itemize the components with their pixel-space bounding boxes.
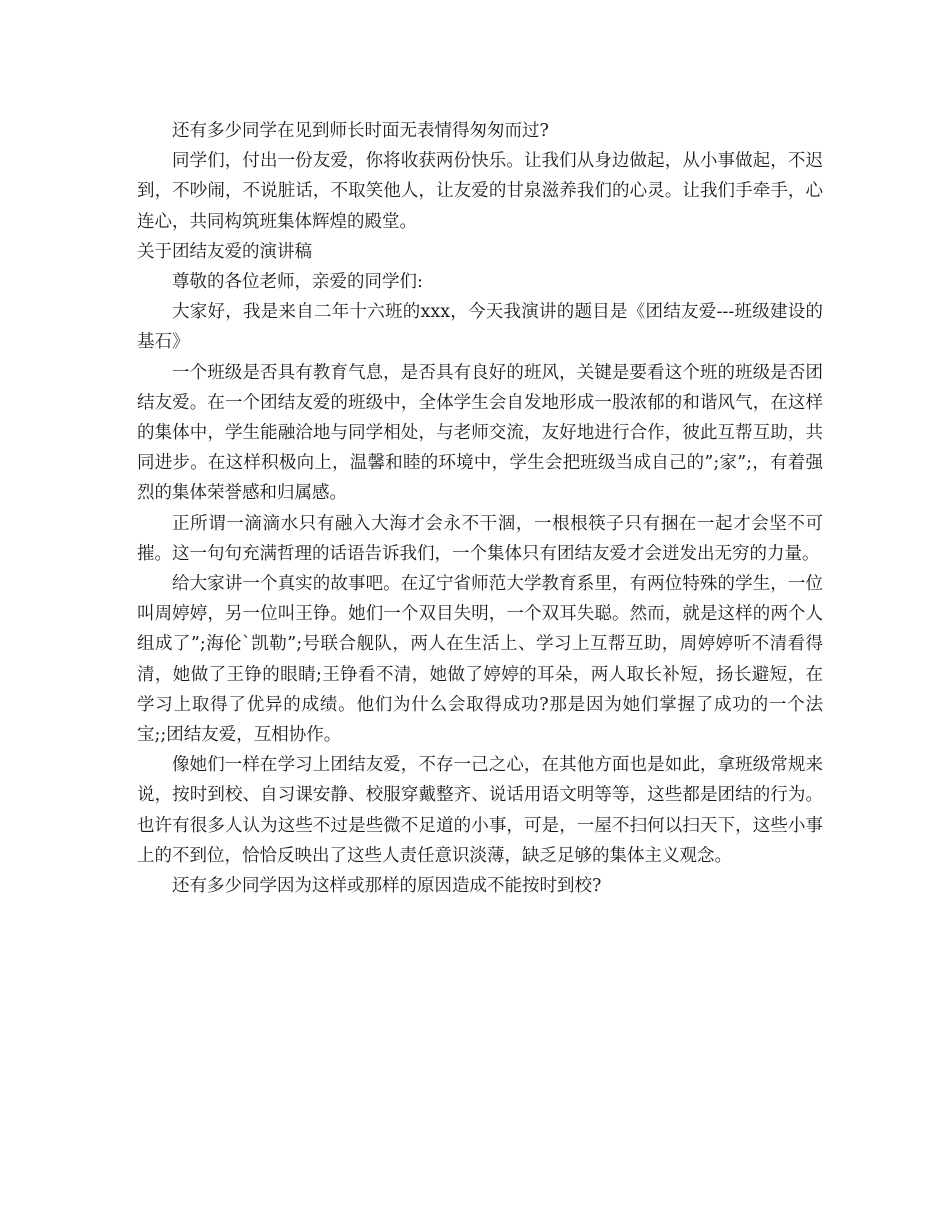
document-page	[137, 116, 823, 901]
paragraph: 还有多少同学在见到师长时面无表情得匆匆而过?	[172, 121, 549, 141]
paragraph: 还有多少同学因为这样或那样的原因造成不能按时到校?	[172, 876, 602, 897]
section-heading: 关于团结友爱的演讲稿	[137, 241, 312, 262]
paragraph: 大家好，我是来自二年十六班的xxx，今天我演讲的题目是《团结友爱---班级建设的基石》	[137, 302, 823, 353]
paragraph: 给大家讲一个真实的故事吧。在辽宁省师范大学教育系里，有两位特殊的学生，一位叫周婷婷，另一位叫王铮。她们一个双目失明，一个双耳失聪。然而，就是这样的两个人组成了”;海伦`凯勒”;号联合舰队，两人在生活上、学习上互帮互助，周婷婷听不清看得清，她做了王铮的眼睛;王铮看不清，她做了婷婷的耳朵，两人取长补短，扬长避短，在学习上取得了优异的成绩。他们为什么会取得成功?那是因为她们掌握了成功的一个法宝;;团结友爱，互相协作。	[137, 574, 823, 746]
paragraph: 像她们一样在学习上团结友爱，不存一己之心，在其他方面也是如此，拿班级常规来说，按时到校、自习课安静、校服穿戴整齐、说话用语文明等等，这些都是团结的行为。也许有很多人认为这些不过是些微不足道的小事，可是，一屋不扫何以扫天下，这些小事上的不到位，恰恰反映出了这些人责任意识淡薄，缺乏足够的集体主义观念。	[137, 755, 823, 866]
paragraph-salutation: 尊敬的各位老师，亲爱的同学们:	[172, 272, 423, 293]
paragraph: 正所谓一滴滴水只有融入大海才会永不干涸，一根根筷子只有捆在一起才会坚不可摧。这一句句充满哲理的话语告诉我们，一个集体只有团结友爱才会迸发出无穷的力量。	[137, 513, 823, 564]
paragraph: 同学们，付出一份友爱，你将收获两份快乐。让我们从身边做起，从小事做起，不迟到，不吵闹，不说脏话，不取笑他人，让友爱的甘泉滋养我们的心灵。让我们手牵手，心连心，共同构筑班集体辉煌的殿堂。	[137, 151, 823, 232]
paragraph: 一个班级是否具有教育气息，是否具有良好的班风，关键是要看这个班的班级是否团结友爱。在一个团结友爱的班级中，全体学生会自发地形成一股浓郁的和谐风气，在这样的集体中，学生能融洽地与同学相处，与老师交流，友好地进行合作，彼此互帮互助，共同进步。在这样积极向上，温馨和睦的环境中，学生会把班级当成自己的”;家”;，有着强烈的集体荣誉感和归属感。	[137, 362, 823, 504]
